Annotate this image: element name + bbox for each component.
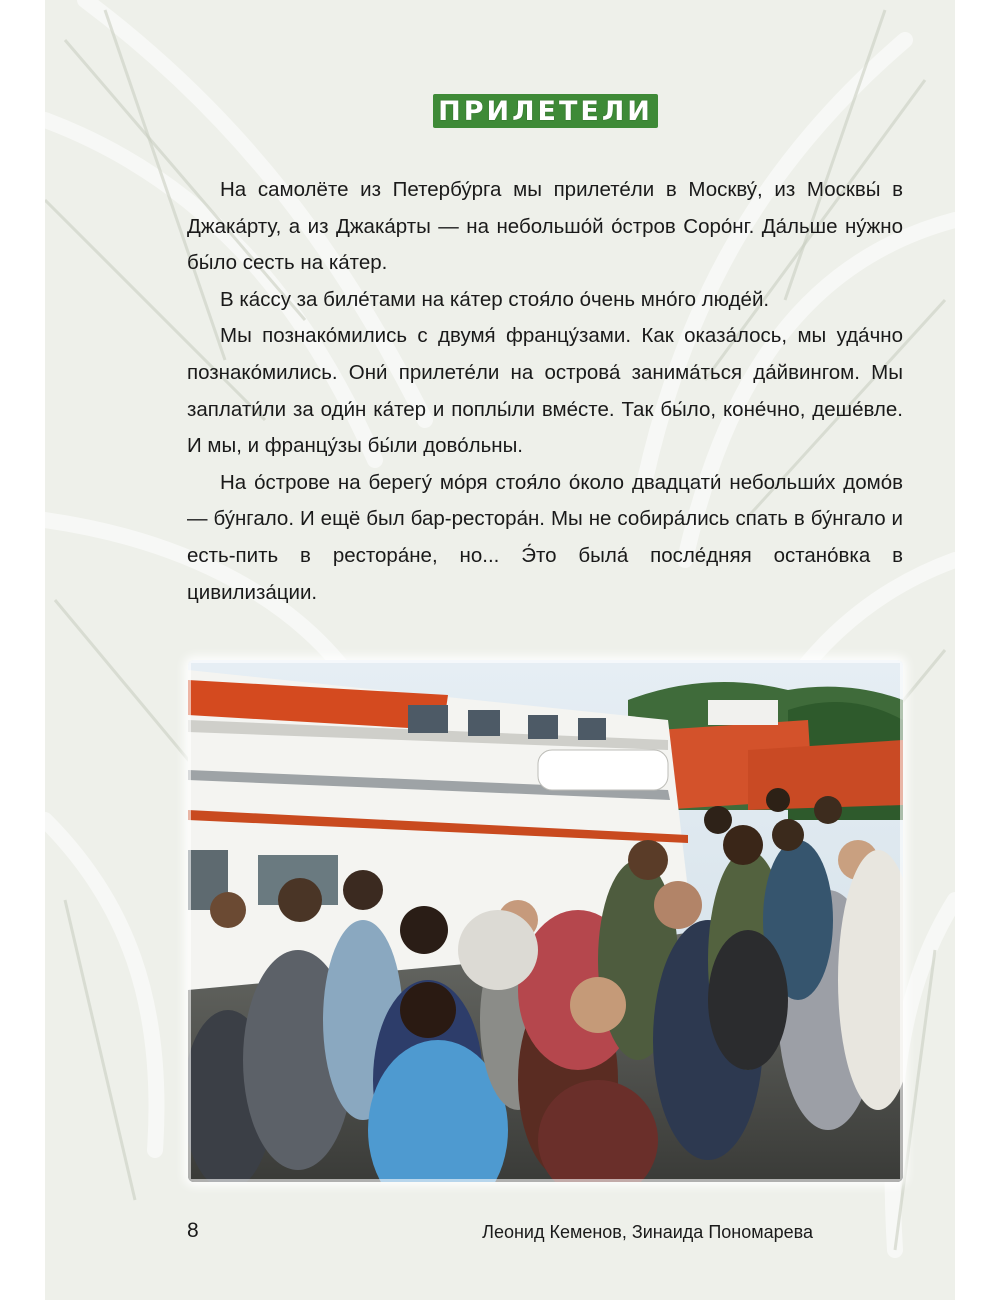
chapter-title: ПРИЛЕТЕЛИ	[438, 95, 653, 127]
book-page	[45, 0, 955, 1300]
page-number: 8	[187, 1219, 199, 1242]
paragraph-1: На самолёте из Петербу́рга мы прилете́ли в Москву́, из Москвы́ в Джака́рту, а из Джака́рты — на небольшо́й о́стров Соро́нг. Да́льше ну́жно бы́ло сесть на ка́тер.	[187, 178, 903, 275]
paragraph-3: Мы познако́мились с двумя́ францу́зами. Как оказа́лось, мы уда́чно познако́мились. Они́ прилете́ли на острова́ занима́ться да́йвингом. Мы заплати́ли за оди́н ка́тер и поплы́ли вме́сте. Так бы́ло, коне́чно, деше́вле. И мы, и францу́зы бы́ли дово́льны.	[187, 324, 903, 458]
paragraph-4: На о́строве на берегу́ мо́ря стоя́ло о́коло двадцати́ небольши́х домо́в — бу́нгало. И ещё был бар-рестора́н. Мы не собира́лись спать в бу́нгало и есть-пить в рестора́не, но... Э́то была́ после́дняя остано́вка в цивилиза́ции.	[187, 470, 903, 604]
book-authors: Леонид Кеменов, Зинаида Пономарева	[482, 1222, 813, 1242]
paragraph-2: В ка́ссу за биле́тами на ка́тер стоя́ло о́чень мно́го люде́й.	[220, 287, 770, 311]
chapter-title-banner	[433, 94, 658, 128]
body-text	[187, 172, 903, 611]
harbor-crowd-photo	[188, 660, 903, 1182]
